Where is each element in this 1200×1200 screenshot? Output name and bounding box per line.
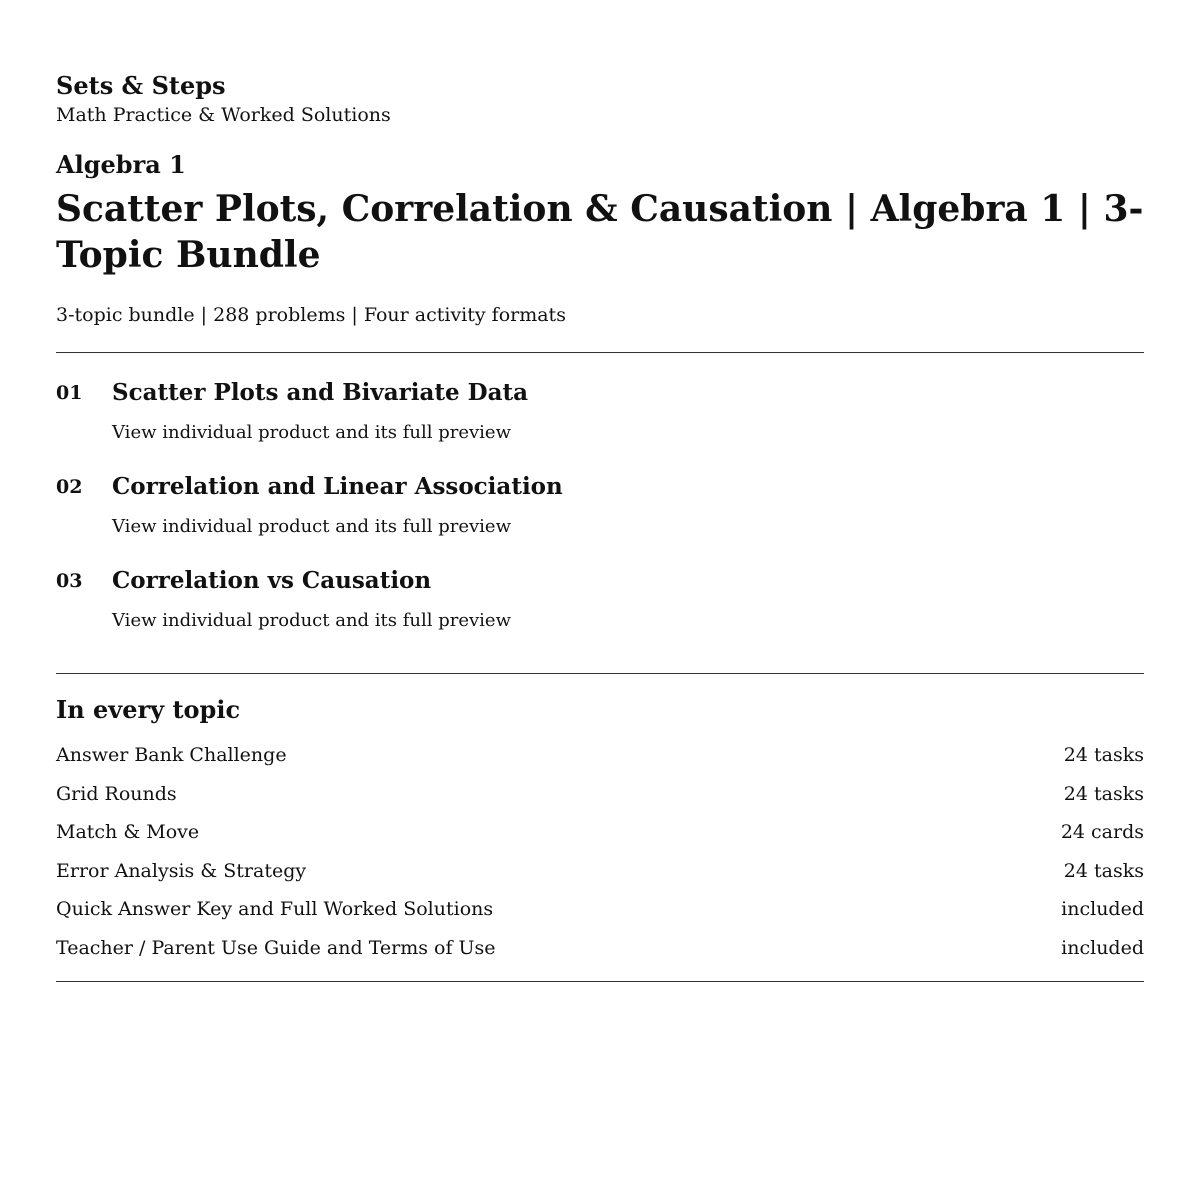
topic-preview-link[interactable]: View individual product and its full preview	[112, 422, 511, 443]
feature-value: included	[1061, 936, 1144, 959]
topic-body	[112, 567, 1144, 633]
brand-name: Sets & Steps	[56, 71, 226, 100]
brand-tagline: Math Practice & Worked Solutions	[56, 104, 391, 126]
feature-value: 24 tasks	[1063, 859, 1144, 882]
feature-label: Quick Answer Key and Full Worked Solutions	[56, 898, 494, 920]
every-topic-heading: In every topic	[56, 695, 241, 724]
every-topic-section	[56, 694, 1144, 981]
feature-row	[56, 813, 1144, 852]
feature-label: Teacher / Parent Use Guide and Terms of Use	[56, 936, 496, 959]
page-title: Scatter Plots, Correlation & Causation | Algebra 1 | 3-Topic Bundle	[56, 188, 1144, 276]
topic-title: Correlation and Linear Association	[112, 473, 563, 500]
feature-row	[56, 890, 1144, 929]
topic-number: 03	[56, 570, 83, 592]
product-meta: 3-topic bundle | 288 problems | Four activity formats	[56, 304, 566, 326]
feature-row	[56, 775, 1144, 814]
feature-row	[56, 852, 1144, 891]
feature-row	[56, 736, 1144, 775]
topic-number: 02	[56, 476, 83, 498]
feature-value: 24 cards	[1060, 821, 1144, 843]
topic-item	[56, 473, 1144, 539]
topic-body	[112, 379, 1144, 445]
topic-number: 01	[56, 382, 83, 404]
feature-value: 24 tasks	[1063, 782, 1144, 805]
divider	[56, 981, 1144, 982]
topic-title: Correlation vs Causation	[112, 567, 432, 594]
feature-list	[56, 736, 1144, 981]
feature-label: Answer Bank Challenge	[56, 744, 287, 766]
header	[56, 70, 1144, 128]
topic-preview-link[interactable]: View individual product and its full preview	[112, 610, 511, 631]
feature-label: Grid Rounds	[56, 782, 177, 805]
feature-value: 24 tasks	[1063, 744, 1144, 766]
topic-preview-link[interactable]: View individual product and its full preview	[112, 516, 511, 537]
feature-label: Match & Move	[56, 821, 200, 843]
topic-item	[56, 379, 1144, 445]
topic-item	[56, 567, 1144, 633]
feature-value: included	[1061, 898, 1144, 920]
feature-row	[56, 929, 1144, 968]
course-label: Algebra 1	[56, 150, 186, 179]
page	[56, 0, 1144, 982]
topic-title: Scatter Plots and Bivariate Data	[112, 379, 529, 406]
topic-body	[112, 473, 1144, 539]
divider	[56, 673, 1144, 674]
topic-list	[56, 353, 1144, 673]
feature-label: Error Analysis & Strategy	[56, 859, 307, 882]
